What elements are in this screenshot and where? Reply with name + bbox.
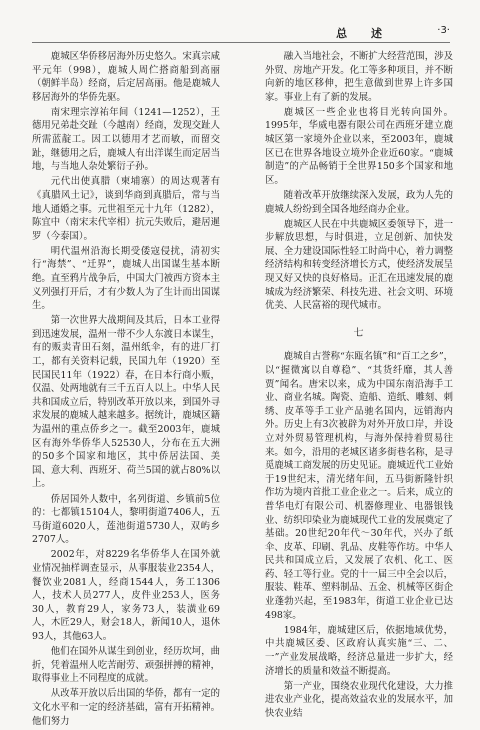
paragraph: 侨居国外人数中，名列街道、乡镇前5位的：七都镇15104人，黎明街道7406人，五马街道6020人，莲池街道5730人，双屿乡2707人。 xyxy=(32,493,220,546)
paragraph: 明代温州沿海长期受倭寇侵扰，清初实行“海禁”、“迁界”，鹿城人出国谋生基本断绝。直至鸦片战争后，中国大门被西方资本主义列强打开后，才有少数人为了生计而出国谋生。 xyxy=(32,245,220,312)
paragraph: 他们在国外从谋生到创业，经历坎坷，曲折，凭着温州人吃苦耐劳、顽强拼搏的精神，取得事业上不同程度的成就。 xyxy=(32,646,220,685)
page-number: ·3· xyxy=(437,25,450,36)
paragraph: 2002年，对8229名华侨华人在国外就业情况抽样调查显示，从事服装业2354人，餐饮业2081人，经商1544人，务工1306人，技术人员277人，皮件业253人，医务30人，教育29人，家务73人，装潢业69人，木匠29人，财会18人，新闻10人，退休93人，其他63人。 xyxy=(32,549,220,642)
paragraph: 第一次世界大战期间及其后，日本工业得到迅速发展，温州一带不少人东渡日本谋生，有的贩卖青田石刻，温州纸伞，有的进厂打工，都有关资料记载，民国九年（1920）至民国民11年（1922）春，在日本行商小贩，仅温、处两地就有三千五百人以上。中华人民共和国成立后，特别改革开放以来，到国外寻求发展的鹿城人越来越多。据统计，鹿城区籍为温州的重点侨乡之一。截至2003年，鹿城区有海外华侨华人52530人，分布在五大洲的50多个国家和地区，其中侨居法国、美国、意大利、西班牙、荷兰5国的就占80%以上。 xyxy=(32,315,220,490)
paragraph: 从改革开放以后出国的华侨，都有一定的文化水平和一定的经济基础，富有开拓精神。他们努力 xyxy=(32,688,220,727)
paragraph: 随着改革开放继续深入发展，政为人先的鹿城人纷纷到全国各地经商办企业。 xyxy=(265,189,453,215)
paragraph: 鹿城区华侨移居海外历史悠久。宋真宗咸平元年（998），鹿城人周伫搭商船到高丽（朝鲜半岛）经商，后定居高丽。他是鹿城人移居海外的华侨先驱。 xyxy=(32,51,220,103)
paragraph: 南宋理宗淳祐年间（1241—1252），王德用兄弟赴交趾（今越南）经商，发现交趾人所需蓝靛工。因工以德用才艺而敏，而留交趾，继德用之后，鹿城人有出洋谋生而定居当地，与当地人杂处繁衍子孙。 xyxy=(32,106,220,173)
paragraph: 鹿城自古誉称“东瓯名镇”和“百工之乡”，以“握微寓以自尊稳”、“其货纤靡，其人善贾”闻名。唐宋以来，成为中国东南沿海手工业、商业名城。陶瓷、造船、造纸、雕刻、刺绣、皮革等手工业产品驰名国内，远销海内外。历史上有3次被辟为对外开放口岸，并设立对外贸易管理机构，与海外保持着贸易往来。如今，沿用的老城区诸多街巷名称，是寻觅鹿城工商发展的历史见证。鹿城近代工业始于19世纪末，清光绪年间，五马街新隆针织作坊为境内首批工业企业之一。后来，成立的普华电灯有限公司、机器修理业、电器银钱业、纺织印染业为鹿城现代工业的发展奠定了基础。20世纪20年代～30年代，兴办了纸伞、皮革、印刷、乳品、皮鞋等作坊。中华人民共和国成立后，又发展了农机、化工、医药、轻工等行业。党的十一届三中全会以后，服装、鞋革、塑料制品、五金、机械等区街企业蓬勃兴起，至1983年，街道工业企业已达498家。 xyxy=(265,351,453,621)
chapter-title: 总 述 xyxy=(336,27,392,40)
paragraph: 第一产业，围绕农业现代化建设，大力推进农业产业化，提高效益农业的发展水平，加快农业结 xyxy=(265,680,453,719)
section-number: 七 xyxy=(353,327,365,339)
paragraph: 融入当地社会，不断扩大经营范围，涉及外贸、房地产开发。化工等多种项目，并不断向新的地区移伸，把生意做到世界上许多国家。事业上有了新的发展。 xyxy=(265,51,453,103)
paragraph: 鹿城区人民在中共鹿城区委领导下，进一步解放思想，与时俱进，立足创新、加快发展、全力建设国际性轻工时尚中心，着力调整经济结构和转变经济增长方式，使经济发展呈现又好又快的良好格局。正汇在迅速发展的鹿城成为经济繁荣、科技先进、社会文明、环境优美、人民富裕的现代城市。 xyxy=(265,218,453,312)
running-header xyxy=(32,24,450,43)
paragraph: 元代出使真腊（柬埔寨）的周达观著有《真腊风土记》，谈到华商到真腊后，常与当地人通婚之事。元世祖至元十九年（1282），陈宜中（南宋末代宰相）抗元失败后，避居暹罗（今泰国）。 xyxy=(32,176,220,242)
paragraph: 鹿城区一些企业也将目光转向国外。1995年，华威电器有限公司在西班牙建立鹿城区第一家境外企业以来，至2003年，鹿城区已在世界各地设立境外企业近60家。“鹿城制造”的产品畅销于全世界150多个国家和地区。 xyxy=(265,106,453,186)
right-column xyxy=(265,50,453,722)
left-column xyxy=(32,50,220,730)
paragraph: 1984年，鹿城建区后，依据地域优势，中共鹿城区委、区政府认真实施“三、二、一”产业发展战略，经济总量进一步扩大，经济增长的质量和效益不断提高。 xyxy=(265,624,453,677)
